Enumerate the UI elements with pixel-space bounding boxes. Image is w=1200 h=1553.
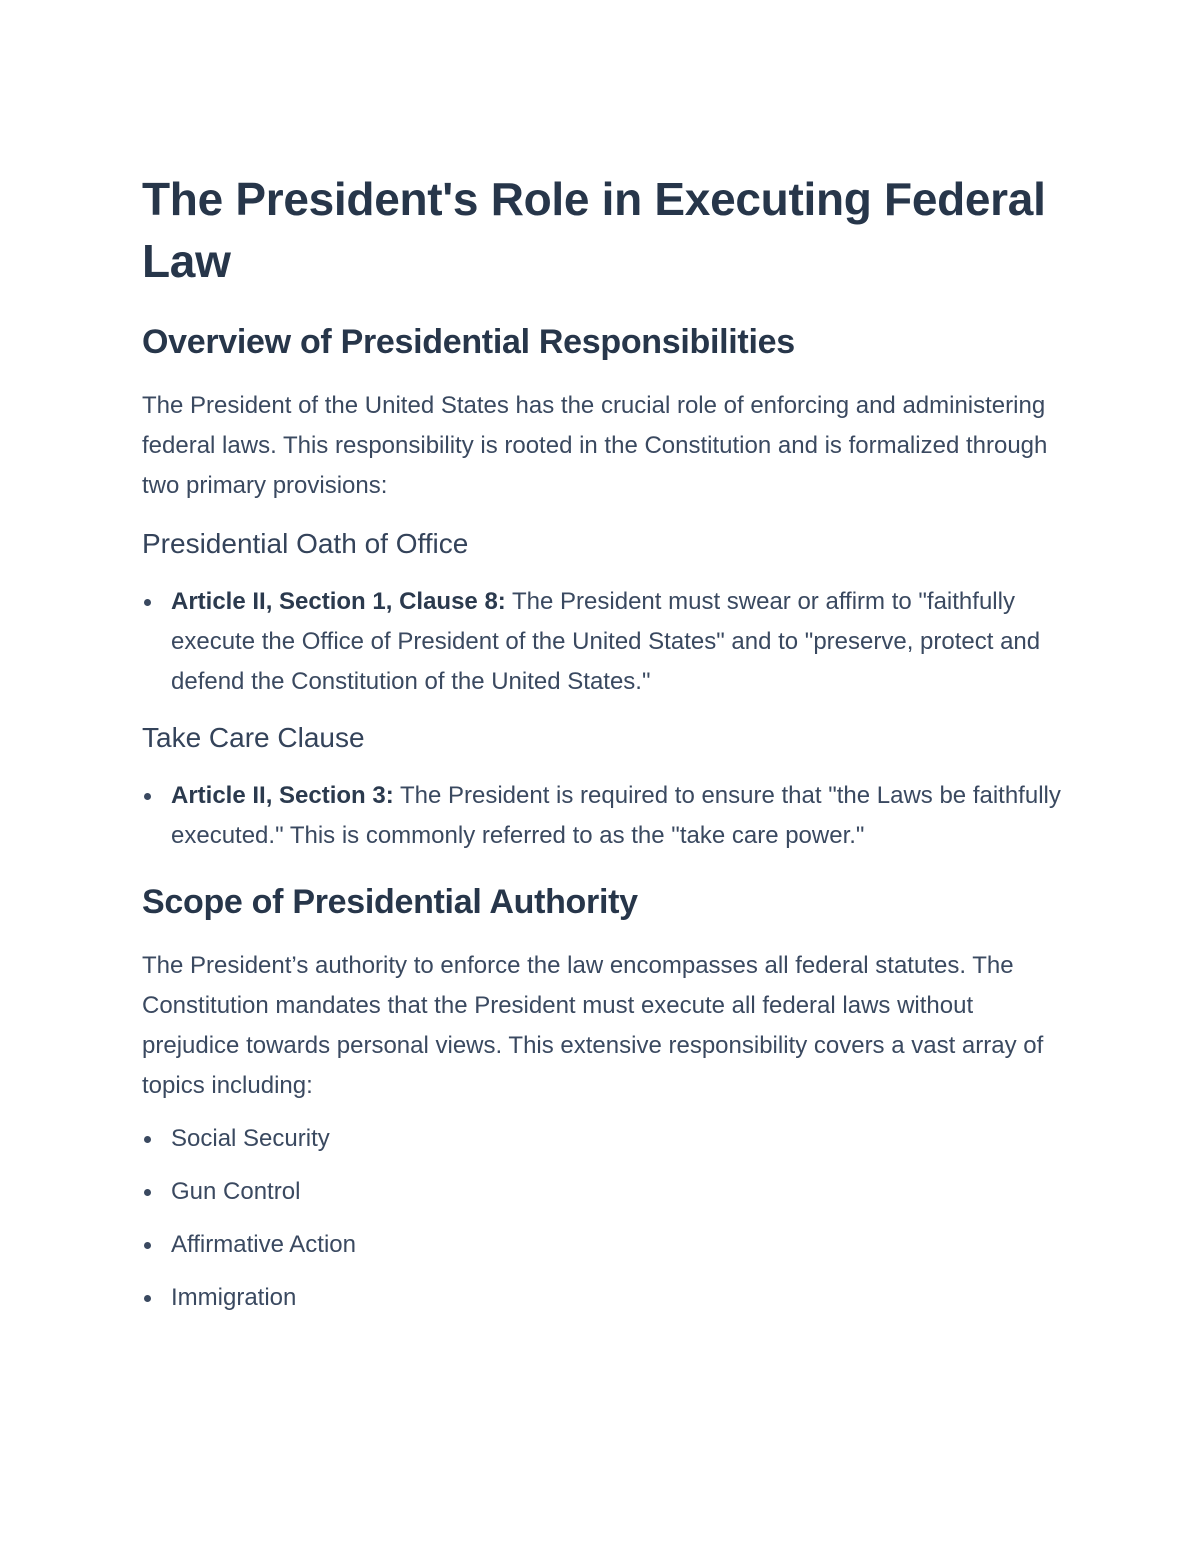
bullet-icon — [144, 1242, 151, 1249]
subsection-heading-oath: Presidential Oath of Office — [142, 528, 469, 559]
document-title: The President's Role in Executing Federal Law — [142, 173, 1046, 287]
bullet-icon — [144, 1189, 151, 1196]
scope-paragraph: The President’s authority to enforce the law encompasses all federal statutes. The Constitution mandates that the President must execute all federal laws without prejudice towards personal views. This extensive responsibility covers a vast array of topics including: — [142, 952, 1044, 1099]
list-item — [142, 1278, 1062, 1318]
bullet-icon — [144, 1136, 151, 1143]
list-item — [142, 776, 1062, 856]
list-item — [142, 1225, 1062, 1265]
topics-list — [142, 1119, 1062, 1318]
bullet-icon — [144, 599, 151, 606]
list-item — [142, 1119, 1062, 1159]
topic-text: Social Security — [171, 1125, 330, 1152]
take-care-list — [142, 776, 1062, 856]
bullet-icon — [144, 793, 151, 800]
bullet-icon — [144, 1295, 151, 1302]
document-page — [142, 168, 1062, 1331]
clause-label: Article II, Section 3: — [171, 782, 394, 809]
section-heading-scope: Scope of Presidential Authority — [142, 883, 638, 921]
list-item — [142, 582, 1062, 702]
clause-label: Article II, Section 1, Clause 8: — [171, 588, 506, 615]
topic-text: Immigration — [171, 1284, 297, 1311]
clause-text: The President is required to ensure that "the Laws be faithfully executed." This is commonly referred to as the "take care power." — [171, 782, 1061, 849]
topic-text: Gun Control — [171, 1178, 301, 1205]
topic-text: Affirmative Action — [171, 1231, 356, 1258]
oath-list — [142, 582, 1062, 702]
section-heading-overview: Overview of Presidential Responsibilities — [142, 323, 795, 361]
overview-paragraph: The President of the United States has the crucial role of enforcing and administering federal laws. This responsibility is rooted in the Constitution and is formalized through two primary provisions: — [142, 392, 1048, 499]
clause-text: The President must swear or affirm to "faithfully execute the Office of President of the United States" and to "preserve, protect and defend the Constitution of the United States." — [171, 588, 1041, 695]
subsection-heading-take-care: Take Care Clause — [142, 722, 365, 753]
list-item — [142, 1172, 1062, 1212]
